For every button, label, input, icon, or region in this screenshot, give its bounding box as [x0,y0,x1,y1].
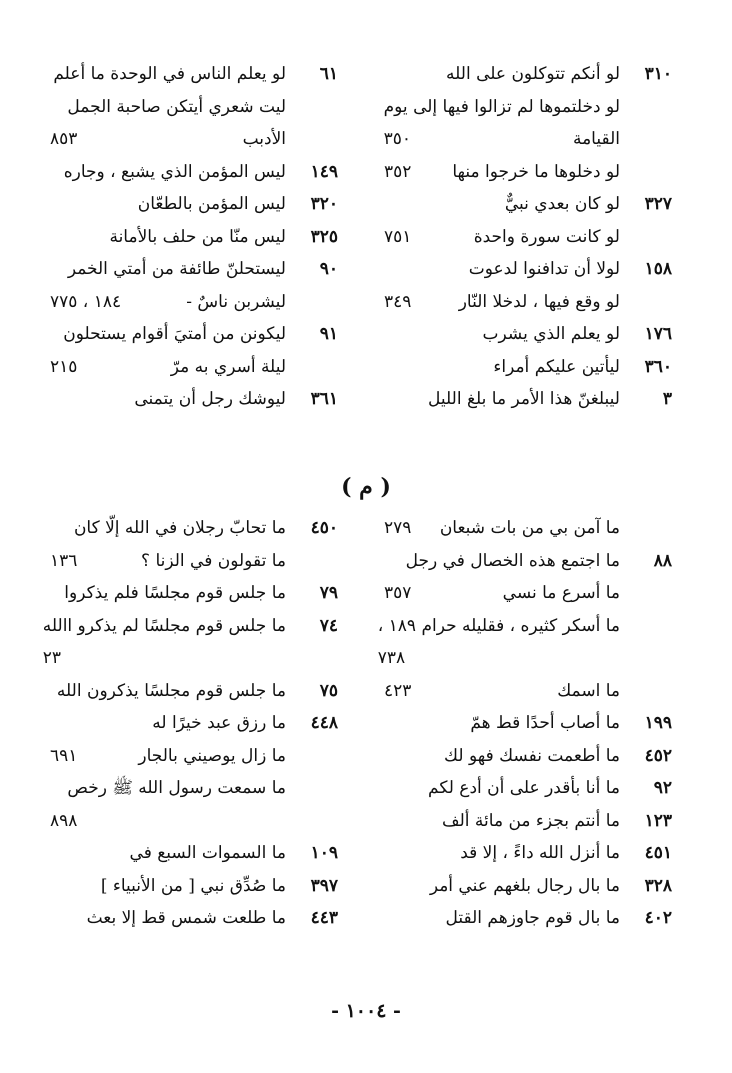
entry-text: ما صُدِّق نبي [ من الأنبياء ] [100,875,286,896]
entry-text: ليلة أسري به مرّ [170,356,286,377]
entry-line [38,58,286,91]
index-entry [372,512,672,545]
entry-text: ما أصاب أحدًا قط همّ [470,713,620,733]
entry-line [372,837,620,870]
entry-line [31,642,286,675]
entry-lines [372,58,620,91]
entry-line [366,610,620,643]
entry-reference [38,870,50,903]
entry-reference [38,58,50,91]
entry-lines [372,545,620,578]
entry-text: ما أنزل الله داءً ، إلا قد [460,843,620,863]
entry-lines [38,253,286,286]
entry-number: ٤٥٢ [644,745,672,766]
entry-lines [38,156,286,189]
entry-lines [372,351,620,384]
entry-line [372,221,620,254]
entry-line [372,123,620,156]
entry-line [38,318,286,351]
column-bottom-left [38,512,338,935]
index-entry [372,156,672,189]
entry-lines [38,675,286,708]
entry-reference [38,318,50,351]
entry-line [38,837,286,870]
index-entry [372,707,672,740]
entry-lines [38,870,286,903]
index-entry [372,870,672,903]
index-entry [38,253,338,286]
entry-lines [372,383,620,416]
entry-text: ليوشك رجل أن يتمنى [134,389,286,409]
entry-text: ما طلعت شمس قط إلا بعث [86,908,286,928]
entry-reference [38,383,50,416]
section-heading: ( م ) [341,474,391,500]
entry-reference [38,156,50,189]
entry-text: ما بال قوم جاوزهم القتل [445,908,620,928]
index-entry [372,91,672,156]
index-entry [372,286,672,319]
entry-lines [38,188,286,221]
entry-line [372,91,620,124]
entry-number: ٤٤٣ [310,908,338,928]
entry-reference: ١٣٦ [50,550,78,571]
index-entry [372,902,672,935]
entry-reference [38,188,50,221]
entry-line [38,221,286,254]
entry-line [38,383,286,416]
index-entry [38,351,338,384]
entry-reference: ٢١٥ [50,356,78,377]
entry-line [372,805,620,838]
entry-lines [372,870,620,903]
entry-line [38,286,286,319]
entry-reference: ٨٥٣ [50,129,78,149]
entry-number: ٣٩٧ [310,875,338,896]
entry-lines [372,577,620,610]
entry-lines [372,318,620,351]
entry-lines [38,318,286,351]
entry-number: ٣٢٧ [644,194,672,214]
entry-number: ٧٥ [319,680,338,701]
entry-text: لو دخلوها ما خرجوا منها [452,161,620,182]
entry-text: ليس منّا من حلف بالأمانة [109,226,286,247]
entry-lines [38,545,286,578]
entry-line [372,188,620,221]
index-entry [372,772,672,805]
entry-text: ليستحلنّ طائفة من أمتي الخمر [67,259,286,279]
entry-lines [38,383,286,416]
entry-line [372,902,620,935]
entry-number: ٤٥٠ [310,518,338,538]
entry-number: ٤٤٨ [310,713,338,733]
index-entry [38,610,338,675]
entry-line [38,188,286,221]
index-entry [372,837,672,870]
entry-reference: ٣٥٧ [384,583,412,603]
entry-number: ١٢٣ [644,810,672,831]
entry-lines [38,577,286,610]
entry-line [372,675,620,708]
entry-text: ما جلس قوم مجلسًا يذكرون الله [56,680,286,701]
entry-text: الأدبب [242,129,286,149]
index-entry [38,383,338,416]
entry-text: ليت شعري أيتكن صاحبة الجمل [67,96,286,117]
entry-reference: ٧٣٨ [377,648,406,668]
entry-lines [372,707,620,740]
entry-text: القيامة [572,129,620,149]
entry-number: ١٥٨ [644,259,672,279]
entry-lines [372,837,620,870]
entry-text: ما بال رجال بلغهم عني أمر [429,875,620,896]
index-entry [38,675,338,708]
index-entry [372,58,672,91]
entry-lines [372,902,620,935]
index-entry [38,902,338,935]
entry-line [372,58,620,91]
entry-line [372,286,620,319]
entry-line [38,805,286,838]
entry-text: ليأتين عليكم أمراء [493,356,620,377]
index-entry [38,740,338,773]
entry-lines [38,740,286,773]
entry-number: ٣٢٥ [310,226,338,247]
entry-text: ما السموات السبع في [129,843,286,863]
index-entry [38,577,338,610]
entry-lines [372,740,620,773]
index-entry [38,772,338,837]
page-number: - ١٠٠٤ - [331,1000,401,1022]
entry-lines [372,512,620,545]
index-entry [372,577,672,610]
entry-lines [372,253,620,286]
entry-text: ليشربن ناسٌ - [186,291,286,312]
entry-reference [38,221,50,254]
entry-lines [372,675,620,708]
entry-reference [372,772,384,805]
entry-lines [372,805,620,838]
entry-reference [38,253,50,286]
entry-line [372,512,620,545]
entry-text: ما اجتمع هذه الخصال في رجل [405,550,620,571]
entry-number: ٣ [662,389,672,409]
index-entry [372,318,672,351]
entry-reference [372,253,384,286]
entry-reference: ٣٥٢ [384,161,412,182]
entry-line [372,870,620,903]
entry-number: ٤٥١ [644,843,672,863]
index-entry [38,318,338,351]
index-entry [372,545,672,578]
column-bottom-right [372,512,672,935]
index-entry [38,870,338,903]
entry-lines [372,221,620,254]
entry-reference: ٤٢٣ [384,680,412,701]
index-entry [38,707,338,740]
entry-reference [372,58,384,91]
entry-line [372,351,620,384]
index-entry [38,188,338,221]
entry-number: ١٩٩ [644,713,672,733]
entry-lines [38,707,286,740]
entry-lines [38,221,286,254]
entry-lines [38,58,286,91]
entry-text: ما أطعمت نفسك فهو لك [444,745,620,766]
entry-reference [38,512,50,545]
entry-number: ١٤٩ [310,161,338,182]
entry-line [372,740,620,773]
index-entry [372,805,672,838]
entry-lines [38,351,286,384]
entry-number: ٣٢٠ [310,194,338,214]
index-entry [38,221,338,254]
entry-reference [38,577,50,610]
entry-line [372,545,620,578]
entry-text: ما سمعت رسول الله ﷺ رخص [67,778,286,798]
index-entry [372,383,672,416]
entry-text: لو دخلتموها لم تزالوا فيها إلى يوم [383,96,620,117]
entry-text: ما آمن بي من بات شبعان [439,518,620,538]
entry-reference: ١٨٤ ، ٧٧٥ [50,291,122,312]
entry-lines [38,772,286,837]
entry-reference: ٣٤٩ [384,291,412,312]
entry-text: لو وقع فيها ، لدخلا النّار [458,291,620,312]
entry-reference: ٢٧٩ [384,518,412,538]
entry-line [38,902,286,935]
entry-text: لو كان بعدي نبيٌّ [504,194,620,214]
index-entry [38,156,338,189]
entry-reference [38,707,50,740]
entry-lines [372,91,620,156]
entry-text: ما اسمك [557,680,620,701]
entry-text: لو أنكم تتوكلون على الله [446,64,620,84]
entry-reference [372,188,384,221]
entry-lines [38,286,286,319]
column-top-right [372,58,672,416]
entry-text: ما تحابّ رجلان في الله إلّا كان [73,518,286,538]
entry-text: ما زال يوصيني بالجار [138,745,286,766]
entry-reference [366,610,378,643]
index-entry [38,91,338,156]
entry-text: ما أسرع ما نسي [502,583,620,603]
entry-reference: ٧٥١ [384,226,412,247]
entry-line [38,512,286,545]
entry-lines [372,188,620,221]
entry-reference [38,91,50,124]
entry-number: ١٧٦ [644,324,672,344]
entry-text: لولا أن تدافنوا لدعوت [468,259,620,279]
index-entry [372,253,672,286]
entry-lines [372,156,620,189]
entry-line [38,91,286,124]
index-entry [372,610,672,675]
entry-reference [38,772,50,805]
entry-line [38,545,286,578]
entry-reference [372,545,384,578]
entry-text: ما أنا بأقدر على أن أدع لكم [428,778,620,798]
entry-line [38,351,286,384]
index-entry [38,286,338,319]
entry-reference [372,740,384,773]
entry-line [38,870,286,903]
entry-number: ٣١٠ [644,64,672,84]
entry-line [372,318,620,351]
entry-lines [38,91,286,156]
entry-reference [372,383,384,416]
entry-lines [38,512,286,545]
entry-lines [38,837,286,870]
column-top-left [38,58,338,416]
entry-line [38,156,286,189]
entry-number: ٤٠٢ [644,908,672,928]
entry-number: ٩٢ [653,778,672,798]
entry-reference [372,805,384,838]
index-entry [38,545,338,578]
entry-reference [372,870,384,903]
entry-reference: ٢٣ [42,648,62,668]
entry-line [372,253,620,286]
entry-lines [31,610,286,675]
entry-line [372,707,620,740]
entry-number: ٩٠ [319,259,338,279]
entry-line [372,772,620,805]
entry-text: لو كانت سورة واحدة [473,226,620,247]
entry-text: ما أسكر كثيره ، فقليله حرام ١٨٩ ، [377,615,620,636]
entry-number: ٣٦٠ [644,356,672,377]
entry-line [372,383,620,416]
entry-reference: ٦٩١ [50,745,78,766]
entry-line [366,642,620,675]
entry-number: ٦١ [319,64,338,84]
index-entry [372,675,672,708]
entry-number: ٩١ [319,324,338,344]
entry-reference [372,902,384,935]
entry-number: ٨٨ [653,550,672,571]
entry-lines [372,772,620,805]
entry-line [31,610,286,643]
entry-lines [372,286,620,319]
entry-line [38,675,286,708]
entry-reference [38,902,50,935]
entry-line [38,577,286,610]
entry-lines [38,902,286,935]
entry-reference [372,707,384,740]
entry-text: ما جلس قوم مجلسًا فلم يذكروا [64,583,286,603]
entry-reference [372,91,384,124]
entry-line [38,740,286,773]
entry-line [38,123,286,156]
index-entry [38,837,338,870]
entry-number: ١٠٩ [310,843,338,863]
entry-lines [366,610,620,675]
entry-text: ما تقولون في الزنا ؟ [141,550,286,571]
entry-line [38,707,286,740]
entry-reference [38,675,50,708]
entry-number: ٧٤ [319,615,338,636]
entry-line [38,772,286,805]
entry-number: ٣٢٨ [644,875,672,896]
entry-line [372,156,620,189]
entry-text: ما جلس قوم مجلسًا لم يذكرو االله [42,615,286,636]
entry-text: ليس المؤمن الذي يشبع ، وجاره [63,161,286,182]
entry-text: لو يعلم الناس في الوحدة ما أعلم [53,64,286,84]
index-entry [38,58,338,91]
entry-text: ما رزق عبد خيرًا له [152,713,286,733]
index-entry [372,740,672,773]
entry-reference: ٣٥٠ [383,129,412,149]
entry-reference [372,318,384,351]
entry-number: ٧٩ [319,583,338,603]
entry-number: ٣٦١ [310,389,338,409]
entry-text: لو يعلم الذي يشرب [482,324,620,344]
index-entry [38,512,338,545]
entry-reference [372,351,384,384]
index-entry [372,221,672,254]
index-entry [372,351,672,384]
entry-text: ما أنتم بجزء من مائة ألف [442,810,620,831]
entry-text: ليبلغنّ هذا الأمر ما بلغ الليل [428,389,620,409]
entry-reference [38,837,50,870]
entry-line [372,577,620,610]
index-entry [372,188,672,221]
entry-reference [31,610,43,643]
entry-reference [372,837,384,870]
entry-text: ليس المؤمن بالطعّان [137,194,286,214]
entry-line [38,253,286,286]
entry-text: ليكونن من أمتيَ أقوام يستحلون [63,324,286,344]
entry-reference: ٨٩٨ [50,810,78,831]
